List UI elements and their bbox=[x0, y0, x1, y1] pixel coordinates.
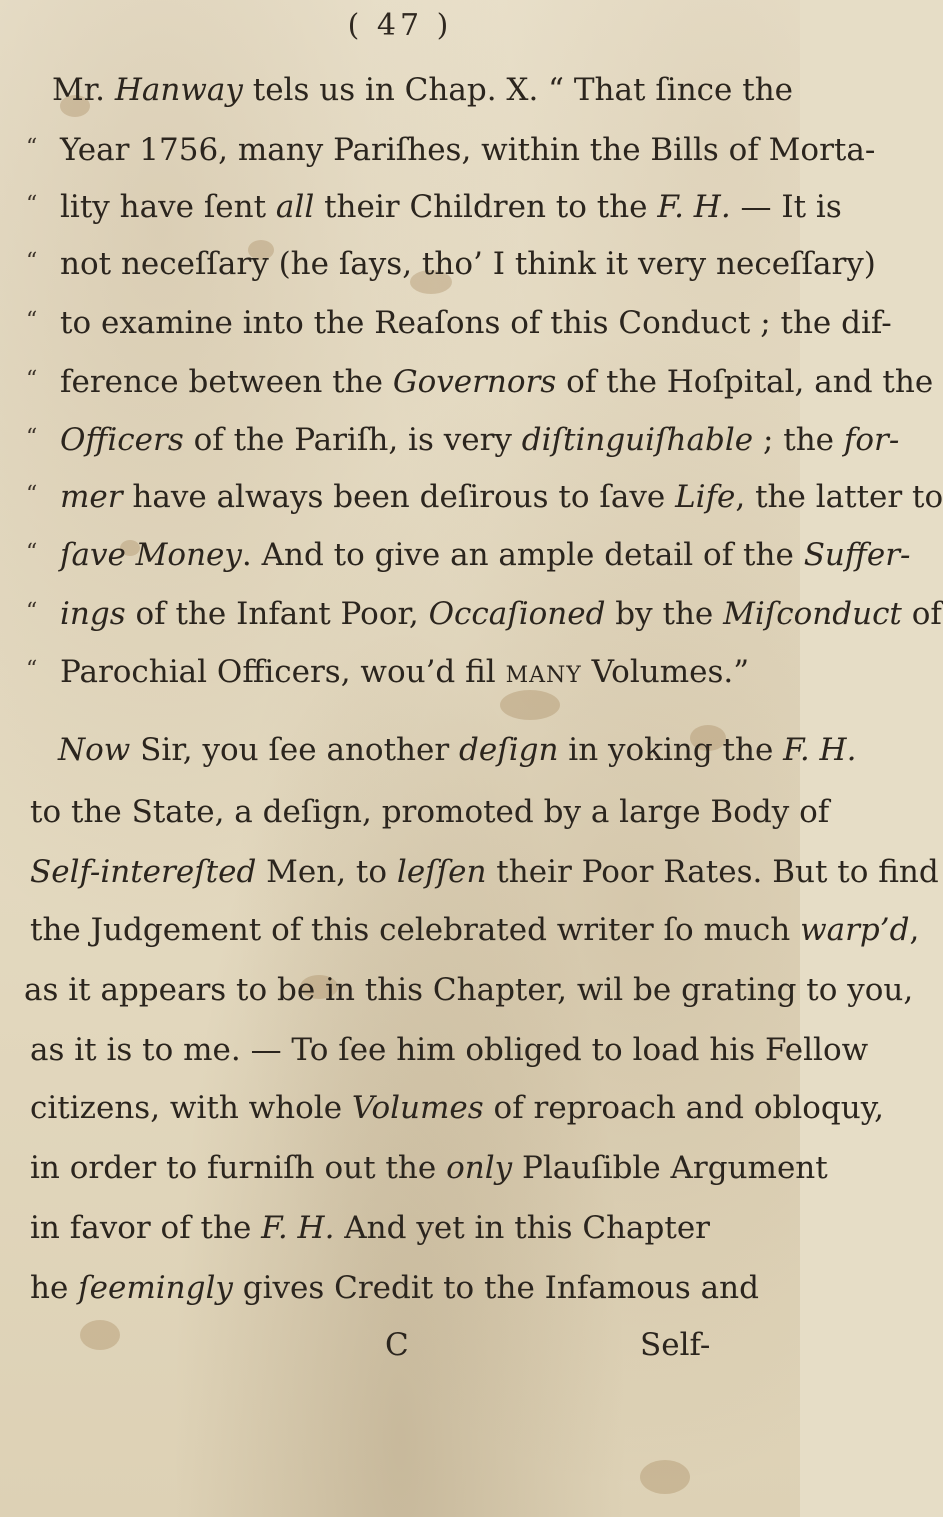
text-run: lity have ſent bbox=[60, 189, 276, 225]
italic-text: deſign bbox=[459, 732, 559, 768]
quote-line-text bbox=[60, 479, 943, 515]
text-run: in favor of the bbox=[30, 1210, 262, 1246]
text-run: Plauſible Argument bbox=[512, 1150, 828, 1186]
quote-line-text bbox=[60, 654, 749, 690]
quote-line-text bbox=[60, 596, 942, 632]
text-run: And yet in this Chapter bbox=[334, 1210, 710, 1246]
quote-line: “ not neceſſary (he ſays, tho’ I think it very neceſſary) bbox=[26, 246, 876, 282]
italic-text: Miſconduct bbox=[723, 596, 902, 632]
text-run: tels us in Chap. X. “ That ſince the bbox=[242, 72, 794, 108]
italic-text: ſave Money bbox=[60, 537, 242, 573]
text-run: . And to give an ample detail of the bbox=[241, 537, 804, 573]
text-run: not neceſſary (he ſays, tho’ I think it very neceſſary) bbox=[60, 246, 876, 282]
text-run: have always been deſirous to ſave bbox=[122, 479, 676, 515]
quote-line-text bbox=[60, 305, 892, 341]
text-run: of the Pariſh, is very bbox=[183, 422, 522, 458]
text-run: to the State, a deſign, promoted by a large Body of bbox=[30, 794, 830, 830]
text-run: to examine into the Reaſons of this Conduct ; the dif- bbox=[60, 305, 892, 341]
quote-line-text bbox=[60, 189, 842, 225]
body-line bbox=[30, 1030, 868, 1070]
quote-line: “ Officers of the Pariſh, is very diſtinguiſhable ; the for- bbox=[26, 422, 900, 458]
body-line bbox=[30, 792, 829, 832]
quote-line: “ ference between the Governors of the Hoſpital, and the bbox=[26, 364, 934, 400]
quote-line-text bbox=[52, 72, 793, 108]
quote-line: “ ings of the Infant Poor, Occaſioned by the Miſconduct of bbox=[26, 596, 942, 632]
text-run: citizens, with whole bbox=[30, 1090, 352, 1126]
text-run: ; the bbox=[753, 422, 844, 458]
quote-line: “ to examine into the Reaſons of this Conduct ; the dif- bbox=[26, 305, 892, 341]
quote-line: “ Year 1756, many Pariſhes, within the Bills of Morta- bbox=[26, 132, 876, 168]
text-run: of the Hoſpital, and the bbox=[556, 364, 934, 400]
text-run: by the bbox=[605, 596, 724, 632]
body-line bbox=[30, 852, 939, 892]
text-run: their Children to the bbox=[314, 189, 658, 225]
text-run: Mr. bbox=[52, 72, 115, 108]
text-run: ference between the bbox=[60, 364, 393, 400]
italic-text: mer bbox=[60, 479, 123, 515]
text-run: , the latter to bbox=[735, 479, 943, 515]
body-line bbox=[30, 1268, 759, 1308]
page-number: ( 47 ) bbox=[347, 8, 453, 43]
text-run: as it is to me. — To ſee him obliged to load his Fellow bbox=[30, 1032, 869, 1068]
body-line bbox=[30, 1208, 710, 1248]
foxing-stain bbox=[500, 690, 560, 720]
italic-text: diſtinguiſhable bbox=[521, 422, 754, 458]
quote-line: “ Parochial Officers, wou’d fil many Volumes.” bbox=[26, 654, 750, 690]
text-run: the Judgement of this celebrated writer ſo much bbox=[30, 912, 801, 948]
quote-line bbox=[52, 70, 793, 110]
quote-line-text bbox=[60, 132, 875, 168]
text-run: he bbox=[30, 1270, 79, 1306]
text-run: — It is bbox=[730, 189, 842, 225]
italic-text: F. H. bbox=[261, 1210, 335, 1246]
text-run: , bbox=[909, 912, 920, 948]
text-run: in yoking the bbox=[558, 732, 784, 768]
italic-text: Now bbox=[58, 732, 131, 768]
small-caps-text: many bbox=[505, 654, 582, 690]
italic-text: Occaſioned bbox=[428, 596, 606, 632]
text-run: gives Credit to the Infamous and bbox=[232, 1270, 759, 1306]
italic-text: F. H. bbox=[783, 732, 857, 768]
italic-text: ſeemingly bbox=[78, 1270, 233, 1306]
text-run: of reproach and obloquy, bbox=[483, 1090, 884, 1126]
text-run: Sir, you ſee another bbox=[130, 732, 460, 768]
italic-text: Self-intereſted bbox=[30, 854, 257, 890]
italic-text: ings bbox=[60, 596, 126, 632]
quote-line-text bbox=[60, 422, 899, 458]
foxing-stain bbox=[640, 1460, 690, 1494]
quote-line: “ ſave Money. And to give an ample detail of the Suffer- bbox=[26, 537, 911, 573]
quote-line-text bbox=[60, 364, 933, 400]
italic-text: Suffer- bbox=[803, 537, 911, 573]
body-line bbox=[24, 970, 913, 1010]
text-run: their Poor Rates. But to find bbox=[486, 854, 939, 890]
quote-line-text bbox=[60, 537, 911, 573]
text-run: of the Infant Poor, bbox=[125, 596, 429, 632]
text-run: Parochial Officers, wou’d fil bbox=[60, 654, 506, 690]
quote-line: “ mer have always been deſirous to ſave Life, the latter to bbox=[26, 479, 943, 515]
body-line bbox=[58, 730, 856, 770]
text-run: of bbox=[901, 596, 942, 632]
text-run: as it appears to be in this Chapter, wil be grating to you, bbox=[24, 972, 914, 1008]
quote-line-text bbox=[60, 246, 876, 282]
signature-mark: C bbox=[385, 1327, 409, 1363]
italic-text: Officers bbox=[60, 422, 184, 458]
foxing-stain bbox=[80, 1320, 120, 1350]
text-run: Year 1756, many Pariſhes, within the Bills of Morta- bbox=[60, 132, 876, 168]
text-run: in order to furniſh out the bbox=[30, 1150, 447, 1186]
italic-text: for- bbox=[843, 422, 900, 458]
body-line bbox=[30, 910, 919, 950]
text-run: Men, to bbox=[256, 854, 397, 890]
catchword: Self- bbox=[640, 1327, 711, 1363]
italic-text: F. H. bbox=[657, 189, 731, 225]
italic-text: Life bbox=[675, 479, 736, 515]
quote-line: “ lity have ſent all their Children to the F. H. — It is bbox=[26, 189, 842, 225]
text-run: Volumes.” bbox=[581, 654, 750, 690]
italic-text: leſſen bbox=[396, 854, 487, 890]
italic-text: only bbox=[446, 1150, 513, 1186]
italic-text: warp’d bbox=[800, 912, 910, 948]
italic-text: Volumes bbox=[351, 1090, 484, 1126]
body-line bbox=[30, 1148, 828, 1188]
italic-text: Hanway bbox=[114, 72, 243, 108]
italic-text: all bbox=[275, 189, 315, 225]
italic-text: Governors bbox=[392, 364, 557, 400]
body-line bbox=[30, 1088, 884, 1128]
